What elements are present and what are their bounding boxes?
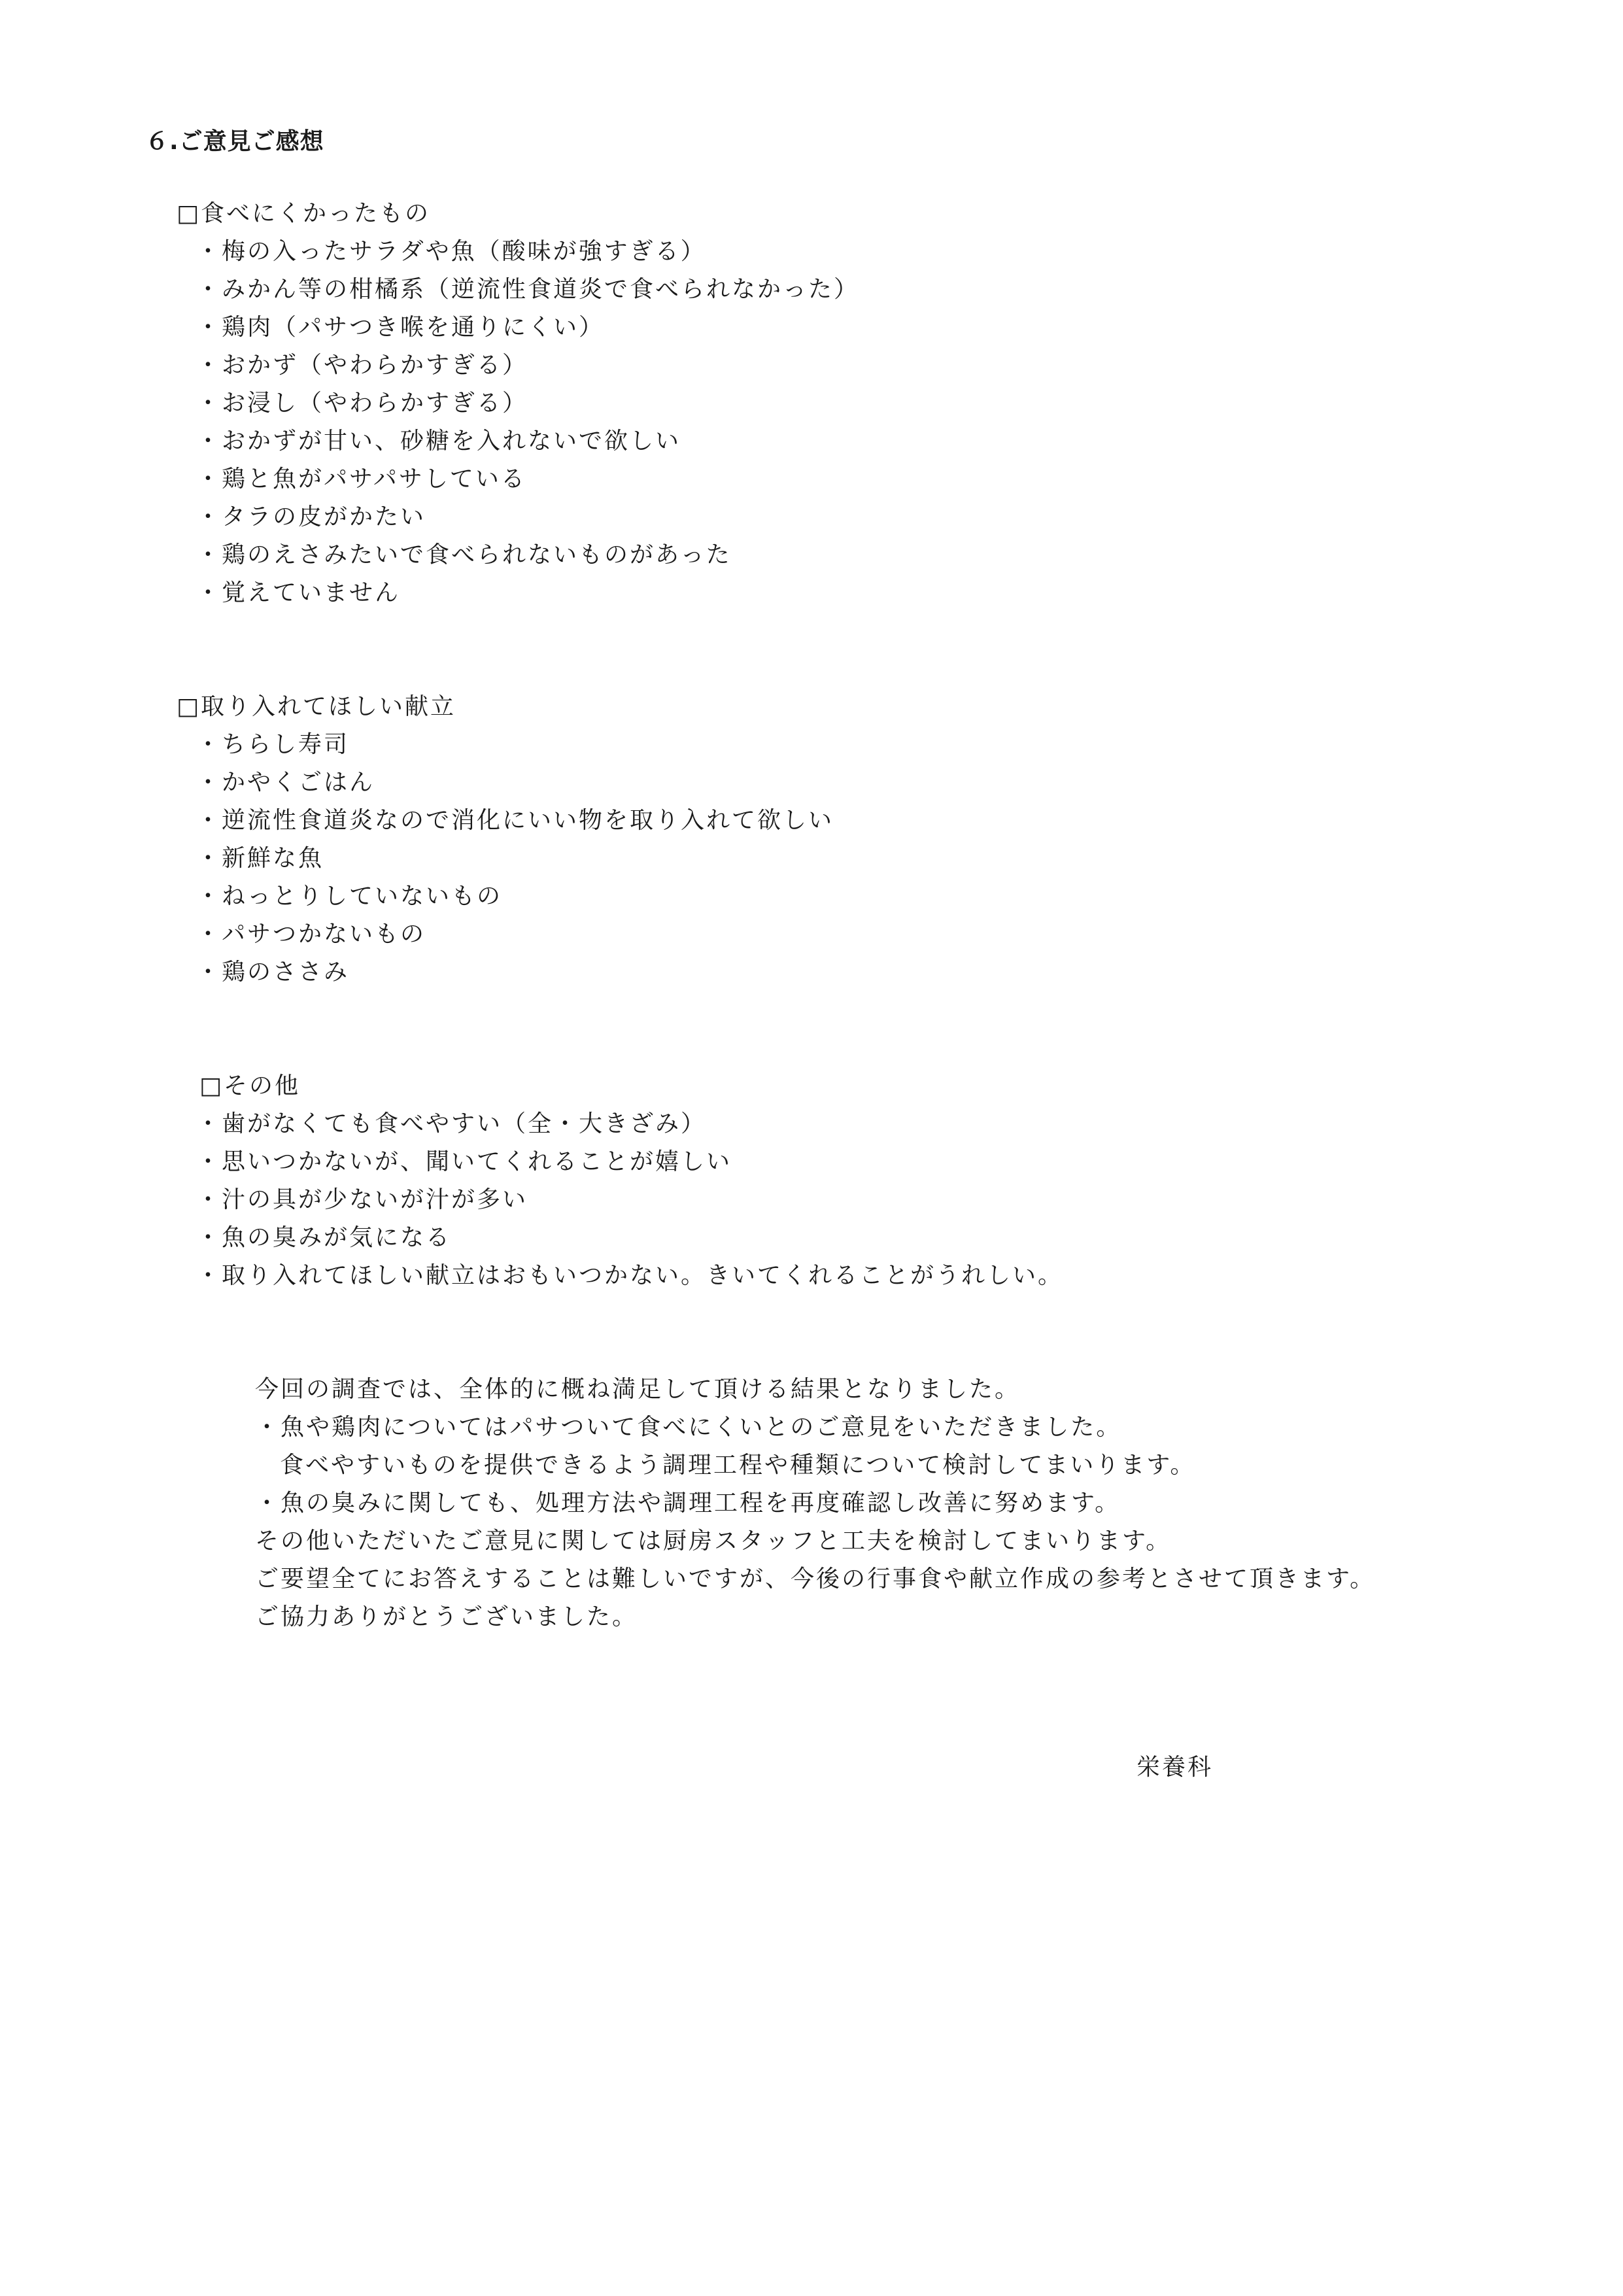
list-item: ・お浸し（やわらかすぎる）	[196, 390, 528, 417]
list-item: ・パサつかないもの	[196, 921, 426, 948]
summary-line: ご協力ありがとうございました。	[255, 1603, 638, 1630]
summary-line: ・魚の臭みに関しても、処理方法や調理工程を再度確認し改善に努めます。	[255, 1490, 1121, 1516]
summary-line: ご要望全てにお答えすることは難しいですが、今後の行事食や献立作成の参考とさせて頂きます。	[255, 1566, 1376, 1592]
list-item: ・魚の臭みが気になる	[196, 1224, 452, 1251]
list-item: ・ちらし寿司	[196, 731, 350, 758]
list-item: ・取り入れてほしい献立はおもいつかない。きいてくれることがうれしい。	[196, 1262, 1064, 1289]
list-item: ・逆流性食道炎なので消化にいい物を取り入れて欲しい	[196, 807, 834, 834]
list-item: ・汁の具が少ないが汁が多い	[196, 1186, 528, 1213]
summary-line: その他いただいたご意見に関しては厨房スタッフと工夫を検討してまいります。	[255, 1528, 1172, 1554]
list-item: ・おかずが甘い、砂糖を入れないで欲しい	[196, 428, 681, 454]
list-item: ・歯がなくても食べやすい（全・大きざみ）	[196, 1110, 707, 1137]
list-item: ・覚えていません	[196, 579, 401, 606]
section-title-other: □その他	[199, 1072, 301, 1099]
list-item: ・タラの皮がかたい	[196, 504, 426, 530]
list-item: ・梅の入ったサラダや魚（酸味が強すぎる）	[196, 238, 706, 265]
list-item: ・かやくごはん	[196, 769, 375, 796]
summary-line: 今回の調査では、全体的に概ね満足して頂ける結果となりました。	[255, 1376, 1021, 1403]
summary-line: ・魚や鶏肉についてはパサついて食べにくいとのご意見をいただきました。	[255, 1414, 1122, 1441]
signature-department: 栄養科	[1136, 1754, 1214, 1781]
list-item: ・鶏肉（パサつき喉を通りにくい）	[196, 314, 605, 341]
section-title-hard-to-eat: □食べにくかったもの	[177, 200, 431, 227]
list-item: ・鶏と魚がパサパサしている	[196, 466, 526, 492]
list-item: ・みかん等の柑橘系（逆流性食道炎で食べられなかった）	[196, 276, 860, 303]
section-heading: ６.ご意見ご感想	[145, 128, 324, 155]
summary-line: 食べやすいものを提供できるよう調理工程や種類について検討してまいります。	[280, 1452, 1196, 1479]
list-item: ・ねっとりしていないもの	[196, 883, 503, 910]
list-item: ・鶏のささみ	[196, 959, 350, 985]
section-title-requested-menu: □取り入れてほしい献立	[177, 693, 456, 720]
list-item: ・思いつかないが、聞いてくれることが嬉しい	[196, 1148, 732, 1175]
list-item: ・おかず（やわらかすぎる）	[196, 352, 528, 379]
list-item: ・新鮮な魚	[196, 845, 324, 872]
list-item: ・鶏のえさみたいで食べられないものがあった	[196, 541, 732, 568]
